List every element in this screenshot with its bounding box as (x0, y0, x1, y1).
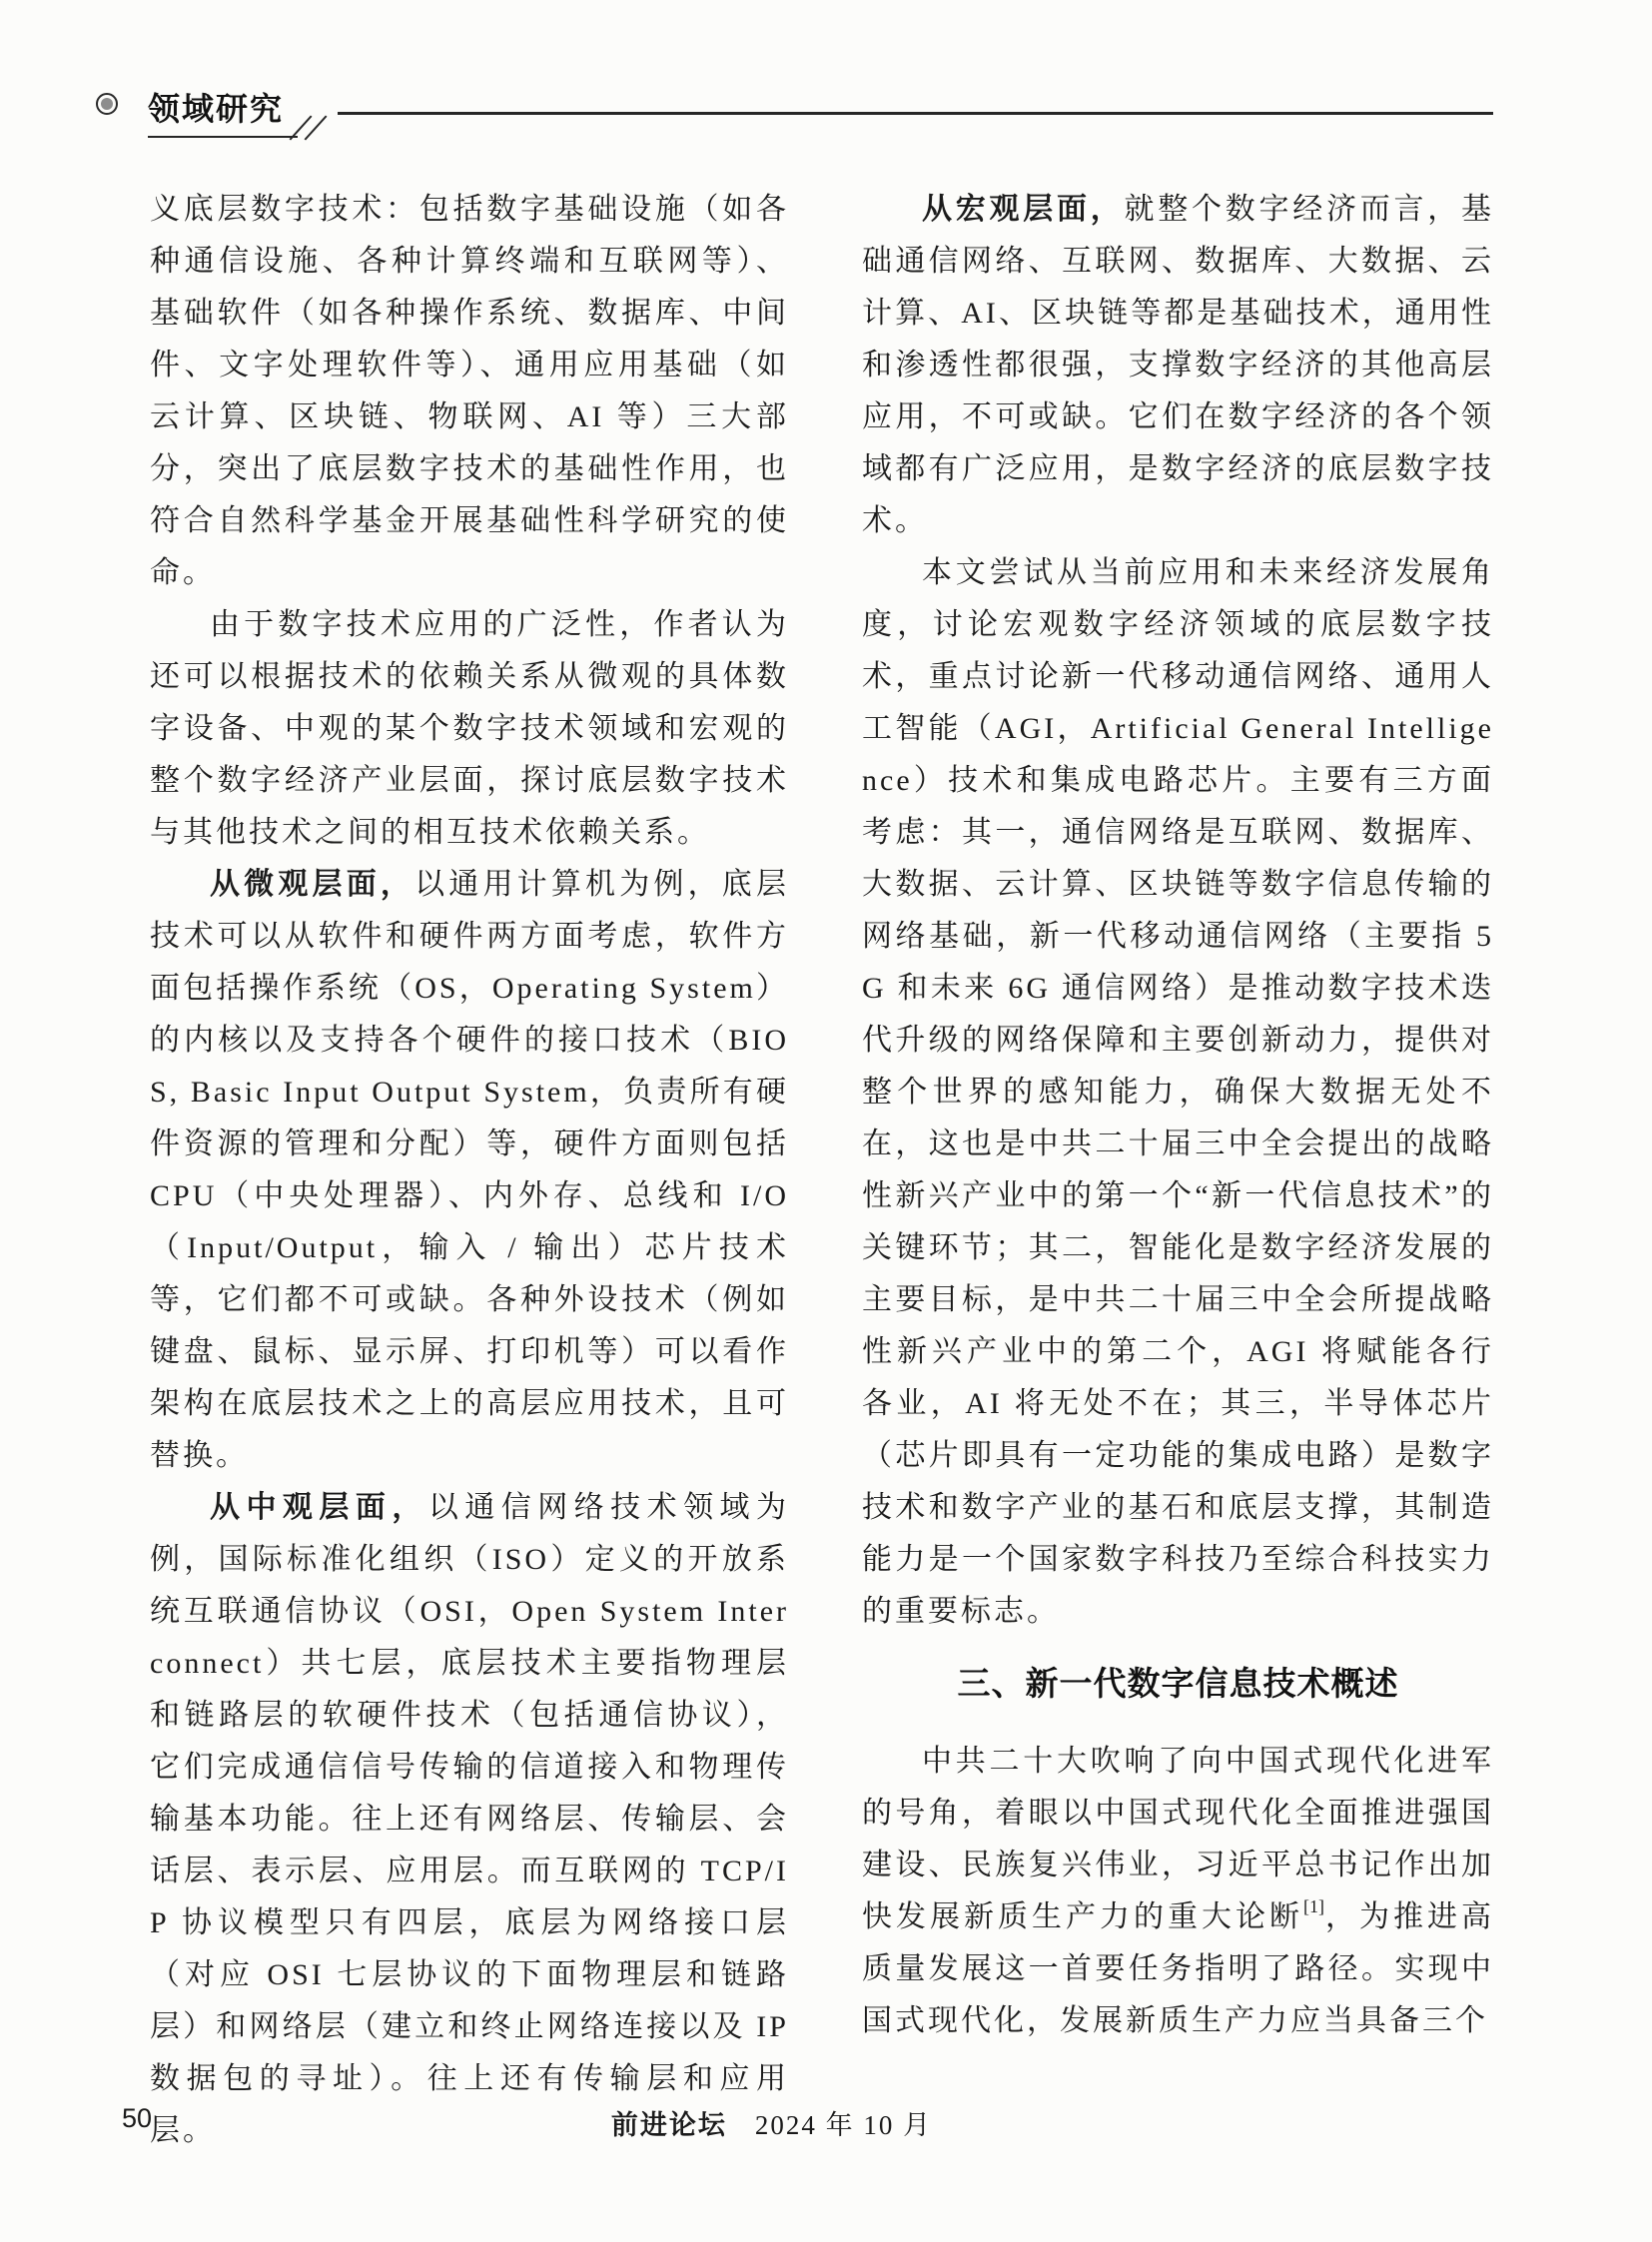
page-number: 50 (122, 2103, 153, 2133)
body-paragraph (150, 1482, 789, 2157)
header-horizontal-rule (338, 112, 1493, 115)
journal-name: 前进论坛 (610, 2110, 727, 2140)
paragraph-text: ，为推进高质量发展这一首要任务指明了路径。实现中国式现代化，发展新质生产力应当具备三个 (862, 1900, 1494, 2037)
body-paragraph (150, 184, 789, 599)
paragraph-text: 由于数字技术应用的广泛性，作者认为还可以根据技术的依赖关系从微观的具体数字设备、中观的某个数字技术领域和宏观的整个数字经济产业层面，探讨底层数字技术与其他技术之间的相互技术依赖关系。 (150, 608, 789, 849)
body-paragraph (150, 859, 789, 1482)
bullet-inner-dot (101, 98, 113, 110)
main-content (150, 184, 1494, 2157)
body-paragraph (862, 184, 1494, 547)
paragraph-lead: 从中观层面， (210, 1491, 428, 1524)
header-underline-rule (148, 136, 298, 138)
footnote-reference: [1] (1303, 1896, 1324, 1916)
bullet-circle-icon (96, 93, 118, 115)
paragraph-text: 中共二十大吹响了向中国式现代化进军的号角，着眼以中国式现代化全面推进强国建设、民族复兴伟业，习近平总书记作出加快发展新质生产力的重大论断 (862, 1745, 1494, 1933)
paragraph-text: 以通信网络技术领域为例，国际标准化组织（ISO）定义的开放系统互联通信协议（OSI，Open System Interconnect）共七层，底层技术主要指物理层和链路层的软硬件技术（包括通信协议），它们完成通信信号传输的信道接入和物理传输基本功能。往上还有网络层、传输层、会话层、表示层、应用层。而互联网的 TCP/IP 协议模型只有四层，底层为网络接口层（对应 OSI 七层协议的下面物理层和链路层）和网络层（建立和终止网络连接以及 IP 数据包的寻址）。往上还有传输层和应用层。 (150, 1491, 790, 2147)
paragraph-text: 以通用计算机为例，底层技术可以从软件和硬件两方面考虑，软件方面包括操作系统（OS，Operating System）的内核以及支持各个硬件的接口技术（BIOS, Basic Input Output System，负责所有硬件资源的管理和分配）等，硬件方面则包括 CPU（中央处理器）、内外存、总线和 I/O（Input/Output，输入 / 输出）芯片技术等，它们都不可或缺。各种外设技术（例如键盘、鼠标、显示屏、打印机等）可以看作架构在底层技术之上的高层应用技术，且可替换。 (150, 868, 789, 1472)
body-paragraph (862, 547, 1494, 1638)
body-paragraph (862, 1736, 1494, 2047)
paragraph-text: 义底层数字技术：包括数字基础设施（如各种通信设施、各种计算终端和互联网等）、基础软件（如各种操作系统、数据库、中间件、文字处理软件等）、通用应用基础（如云计算、区块链、物联网、AI 等）三大部分，突出了底层数字技术的基础性作用，也符合自然科学基金开展基础性科学研究的使命。 (150, 193, 789, 589)
issue-date: 2024 年 10 月 (754, 2110, 933, 2140)
body-paragraph (150, 599, 789, 859)
left-column (150, 184, 789, 2157)
section-label: 领域研究 (148, 91, 285, 127)
section-heading: 三、新一代数字信息技术概述 (957, 1665, 1399, 1702)
paragraph-text: 本文尝试从当前应用和未来经济发展角度，讨论宏观数字经济领域的底层数字技术，重点讨论新一代移动通信网络、通用人工智能（AGI，Artificial General Intelligence）技术和集成电路芯片。主要有三方面考虑：其一，通信网络是互联网、数据库、大数据、云计算、区块链等数字信息传输的网络基础，新一代移动通信网络（主要指 5G 和未来 6G 通信网络）是推动数字技术迭代升级的网络保障和主要创新动力，提供对整个世界的感知能力，确保大数据无处不在，这也是中共二十届三中全会提出的战略性新兴产业中的第一个“新一代信息技术”的关键环节；其二，智能化是数字经济发展的主要目标，是中共二十届三中全会所提战略性新兴产业中的第二个，AGI 将赋能各行各业，AI 将无处不在；其三，半导体芯片（芯片即具有一定功能的集成电路）是数字技术和数字产业的基石和底层支撑，其制造能力是一个国家数字科技乃至综合科技实力的重要标志。 (862, 556, 1494, 1628)
paragraph-lead: 从微观层面， (210, 868, 415, 901)
paragraph-text: 就整个数字经济而言，基础通信网络、互联网、数据库、大数据、云计算、AI、区块链等都是基础技术，通用性和渗透性都很强，支撑数字经济的其他高层应用，不可或缺。它们在数字经济的各个领域都有广泛应用，是数字经济的底层数字技术。 (862, 193, 1494, 537)
page-footer (0, 2103, 1543, 2142)
paragraph-lead: 从宏观层面， (922, 193, 1125, 226)
right-column (862, 184, 1494, 2157)
